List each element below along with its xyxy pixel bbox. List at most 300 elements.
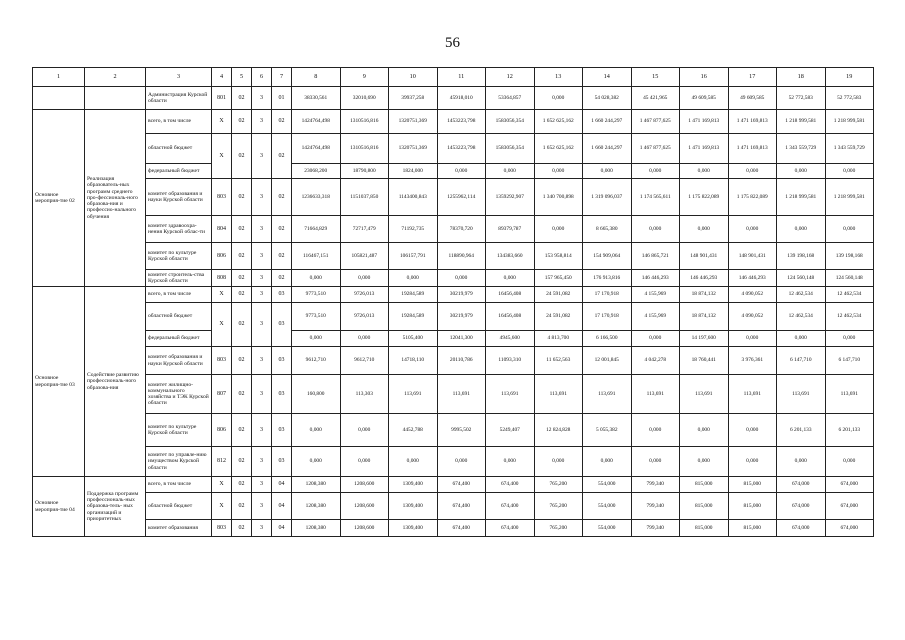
amount-cell: 554,000 xyxy=(583,477,632,493)
amount-cell: 0,000 xyxy=(292,331,341,347)
amount-cell: 674,000 xyxy=(777,477,826,493)
table-row xyxy=(33,477,874,493)
amount-cell: 17 170,918 xyxy=(583,287,632,303)
table-row xyxy=(33,134,874,164)
amount-cell: 1 343 559,729 xyxy=(777,134,826,164)
amount-cell: 1 471 169,813 xyxy=(680,110,729,134)
header-cell: 6 xyxy=(252,68,272,87)
amount-cell: 106157,791 xyxy=(389,243,438,270)
grbs-code-cell: Х xyxy=(212,134,232,179)
amount-cell: 1 218 999,581 xyxy=(825,110,874,134)
subsection-code-cell: 3 xyxy=(252,87,272,110)
amount-cell: 16456,408 xyxy=(486,287,535,303)
amount-cell: 4945,600 xyxy=(486,331,535,347)
table-row xyxy=(33,331,874,347)
executor-cell: комитет здравоохра-нения Курской облас-ти xyxy=(146,216,212,243)
amount-cell: 113,691 xyxy=(631,375,680,414)
amount-cell: 4 090,052 xyxy=(728,303,777,331)
amount-cell: 38330,561 xyxy=(292,87,341,110)
event-code-cell: 03 xyxy=(272,347,292,375)
amount-cell: 9995,502 xyxy=(437,414,486,447)
amount-cell: 0,000 xyxy=(340,414,389,447)
amount-cell: 1309,400 xyxy=(389,493,438,520)
amount-cell: 9726,013 xyxy=(340,287,389,303)
amount-cell: 148 901,431 xyxy=(728,243,777,270)
amount-cell: 113,691 xyxy=(389,375,438,414)
amount-cell: 14718,110 xyxy=(389,347,438,375)
grbs-code-cell: 804 xyxy=(212,216,232,243)
amount-cell: 5249,407 xyxy=(486,414,535,447)
amount-cell: 4 090,052 xyxy=(728,287,777,303)
grbs-code-cell: Х xyxy=(212,303,232,347)
event-code-cell: 02 xyxy=(272,179,292,216)
amount-cell: 0,000 xyxy=(728,331,777,347)
amount-cell: 0,000 xyxy=(389,447,438,477)
header-cell: 9 xyxy=(340,68,389,87)
amount-cell: 674,000 xyxy=(777,493,826,520)
amount-cell: 4452,788 xyxy=(389,414,438,447)
amount-cell: 1359292,907 xyxy=(486,179,535,216)
amount-cell: 1 218 999,581 xyxy=(777,110,826,134)
amount-cell: 9773,510 xyxy=(292,287,341,303)
amount-cell: 139 198,168 xyxy=(777,243,826,270)
amount-cell: 0,000 xyxy=(583,164,632,179)
amount-cell: 24 591,082 xyxy=(534,303,583,331)
event-cell: Основное мероприя-тие 02 xyxy=(33,110,85,287)
amount-cell: 1424764,498 xyxy=(292,110,341,134)
amount-cell: 674,000 xyxy=(825,493,874,520)
amount-cell: 765,200 xyxy=(534,493,583,520)
amount-cell: 1151037,850 xyxy=(340,179,389,216)
table-row xyxy=(33,447,874,477)
amount-cell: 554,000 xyxy=(583,493,632,520)
amount-cell: 160,800 xyxy=(292,375,341,414)
section-code-cell: 02 xyxy=(232,477,252,493)
amount-cell: 71192,735 xyxy=(389,216,438,243)
subsection-code-cell: 3 xyxy=(252,347,272,375)
amount-cell: 0,000 xyxy=(534,447,583,477)
amount-cell: 1 652 625,162 xyxy=(534,110,583,134)
amount-cell: 815,000 xyxy=(680,477,729,493)
amount-cell: 12 824,828 xyxy=(534,414,583,447)
table-row xyxy=(33,243,874,270)
amount-cell: 113,691 xyxy=(728,375,777,414)
amount-cell: 113,691 xyxy=(680,375,729,414)
budget-table xyxy=(32,67,874,537)
amount-cell: 0,000 xyxy=(437,447,486,477)
grbs-code-cell: 806 xyxy=(212,243,232,270)
amount-cell: 1 471 169,813 xyxy=(680,134,729,164)
amount-cell: 799,340 xyxy=(631,520,680,537)
amount-cell: 1310516,816 xyxy=(340,110,389,134)
grbs-code-cell: Х xyxy=(212,477,232,493)
header-cell: 18 xyxy=(777,68,826,87)
amount-cell: 113,691 xyxy=(486,375,535,414)
amount-cell: 1 340 700,898 xyxy=(534,179,583,216)
event-code-cell: 02 xyxy=(272,134,292,179)
header-cell: 5 xyxy=(232,68,252,87)
amount-cell: 674,400 xyxy=(486,493,535,520)
amount-cell: 9773,510 xyxy=(292,303,341,331)
header-cell: 14 xyxy=(583,68,632,87)
table-row xyxy=(33,216,874,243)
executor-cell: комитет по управле-нию имуществом Курской области xyxy=(146,447,212,477)
amount-cell: 72717,479 xyxy=(340,216,389,243)
amount-cell: 105821,487 xyxy=(340,243,389,270)
event-code-cell: 02 xyxy=(272,270,292,287)
section-code-cell: 02 xyxy=(232,134,252,179)
amount-cell: 11 652,563 xyxy=(534,347,583,375)
header-row xyxy=(33,68,874,87)
executor-cell: комитет по культуре Курской области xyxy=(146,243,212,270)
executor-cell: комитет образования xyxy=(146,520,212,537)
section-code-cell: 02 xyxy=(232,414,252,447)
amount-cell: 0,000 xyxy=(825,447,874,477)
amount-cell: 1583056,354 xyxy=(486,110,535,134)
amount-cell: 4 155,969 xyxy=(631,303,680,331)
amount-cell: 146 446,293 xyxy=(728,270,777,287)
table-row xyxy=(33,110,874,134)
event-code-cell: 02 xyxy=(272,110,292,134)
subsection-code-cell: 3 xyxy=(252,216,272,243)
grbs-code-cell: 808 xyxy=(212,270,232,287)
amount-cell: 146 446,293 xyxy=(631,270,680,287)
event-code-cell: 02 xyxy=(272,243,292,270)
amount-cell: 799,340 xyxy=(631,493,680,520)
amount-cell: 1208,600 xyxy=(340,493,389,520)
amount-cell: 1 471 169,813 xyxy=(728,110,777,134)
amount-cell: 674,400 xyxy=(437,477,486,493)
section-code-cell: 02 xyxy=(232,303,252,347)
subsection-code-cell: 3 xyxy=(252,270,272,287)
amount-cell: 0,000 xyxy=(486,164,535,179)
amount-cell: 0,000 xyxy=(680,447,729,477)
event-code-cell: 03 xyxy=(272,287,292,303)
program-name-cell xyxy=(85,87,146,110)
table-row xyxy=(33,414,874,447)
amount-cell: 18 874,132 xyxy=(680,303,729,331)
executor-cell: федеральный бюджет xyxy=(146,164,212,179)
amount-cell: 153 958,814 xyxy=(534,243,583,270)
amount-cell: 18790,800 xyxy=(340,164,389,179)
amount-cell: 39937,258 xyxy=(389,87,438,110)
amount-cell: 0,000 xyxy=(631,164,680,179)
header-cell: 11 xyxy=(437,68,486,87)
amount-cell: 1 467 877,625 xyxy=(631,134,680,164)
amount-cell: 0,000 xyxy=(631,216,680,243)
table-row xyxy=(33,493,874,520)
subsection-code-cell: 3 xyxy=(252,243,272,270)
amount-cell: 1824,000 xyxy=(389,164,438,179)
amount-cell: 12 001,845 xyxy=(583,347,632,375)
table-row xyxy=(33,375,874,414)
amount-cell: 0,000 xyxy=(631,414,680,447)
amount-cell: 0,000 xyxy=(292,414,341,447)
executor-cell: областной бюджет xyxy=(146,493,212,520)
amount-cell: 674,000 xyxy=(825,477,874,493)
table-row xyxy=(33,287,874,303)
executor-cell: комитет жилищно-коммунального хозяйства и ТЭК Курской области xyxy=(146,375,212,414)
amount-cell: 176 913,816 xyxy=(583,270,632,287)
amount-cell: 157 965,450 xyxy=(534,270,583,287)
subsection-code-cell: 3 xyxy=(252,179,272,216)
section-code-cell: 02 xyxy=(232,447,252,477)
amount-cell: 815,000 xyxy=(680,520,729,537)
section-code-cell: 02 xyxy=(232,110,252,134)
subsection-code-cell: 3 xyxy=(252,447,272,477)
amount-cell: 1 218 999,581 xyxy=(825,179,874,216)
table-row xyxy=(33,347,874,375)
amount-cell: 4 813,700 xyxy=(534,331,583,347)
amount-cell: 765,200 xyxy=(534,477,583,493)
amount-cell: 20110,786 xyxy=(437,347,486,375)
amount-cell: 1 652 625,162 xyxy=(534,134,583,164)
amount-cell: 0,000 xyxy=(340,447,389,477)
amount-cell: 1453223,798 xyxy=(437,134,486,164)
amount-cell: 0,000 xyxy=(437,270,486,287)
amount-cell: 9612,710 xyxy=(340,347,389,375)
header-cell: 12 xyxy=(486,68,535,87)
event-cell: Основное мероприя-тие 04 xyxy=(33,477,85,537)
amount-cell: 1320751,369 xyxy=(389,110,438,134)
header-cell: 13 xyxy=(534,68,583,87)
executor-cell: комитет по культуре Курской области xyxy=(146,414,212,447)
section-code-cell: 02 xyxy=(232,493,252,520)
table-row xyxy=(33,87,874,110)
amount-cell: 0,000 xyxy=(777,164,826,179)
subsection-code-cell: 3 xyxy=(252,493,272,520)
amount-cell: 1 175 822,089 xyxy=(728,179,777,216)
amount-cell: 8 665,380 xyxy=(583,216,632,243)
amount-cell: 11093,310 xyxy=(486,347,535,375)
amount-cell: 134383,660 xyxy=(486,243,535,270)
header-cell: 16 xyxy=(680,68,729,87)
executor-cell: федеральный бюджет xyxy=(146,331,212,347)
table-row xyxy=(33,179,874,216)
amount-cell: 0,000 xyxy=(680,216,729,243)
amount-cell: 45918,010 xyxy=(437,87,486,110)
section-code-cell: 02 xyxy=(232,243,252,270)
header-cell: 17 xyxy=(728,68,777,87)
program-name-cell: Содействие развитию профессиональ-ного образова-ния xyxy=(85,287,146,477)
amount-cell: 5 055,382 xyxy=(583,414,632,447)
amount-cell: 139 198,168 xyxy=(825,243,874,270)
subsection-code-cell: 3 xyxy=(252,375,272,414)
amount-cell: 1309,400 xyxy=(389,477,438,493)
amount-cell: 12 462,534 xyxy=(777,287,826,303)
executor-cell: комитет образования и науки Курской области xyxy=(146,347,212,375)
amount-cell: 1 218 999,581 xyxy=(777,179,826,216)
event-code-cell: 03 xyxy=(272,414,292,447)
subsection-code-cell: 3 xyxy=(252,303,272,347)
amount-cell: 1 319 096,037 xyxy=(583,179,632,216)
event-cell xyxy=(33,87,85,110)
amount-cell: 113,303 xyxy=(340,375,389,414)
amount-cell: 815,000 xyxy=(680,493,729,520)
amount-cell: 674,000 xyxy=(825,520,874,537)
grbs-code-cell: Х xyxy=(212,110,232,134)
amount-cell: 19284,589 xyxy=(389,303,438,331)
amount-cell: 1143400,843 xyxy=(389,179,438,216)
executor-cell: всего, в том числе xyxy=(146,287,212,303)
grbs-code-cell: 803 xyxy=(212,179,232,216)
amount-cell: 12 462,534 xyxy=(825,287,874,303)
amount-cell: 24 591,082 xyxy=(534,287,583,303)
header-cell: 7 xyxy=(272,68,292,87)
header-cell: 8 xyxy=(292,68,341,87)
amount-cell: 4 155,969 xyxy=(631,287,680,303)
amount-cell: 815,000 xyxy=(728,493,777,520)
subsection-code-cell: 3 xyxy=(252,287,272,303)
executor-cell: областной бюджет xyxy=(146,303,212,331)
amount-cell: 0,000 xyxy=(534,164,583,179)
amount-cell: 18 760,441 xyxy=(680,347,729,375)
amount-cell: 12 462,534 xyxy=(777,303,826,331)
amount-cell: 45 421,965 xyxy=(631,87,680,110)
amount-cell: 674,400 xyxy=(486,520,535,537)
table-row xyxy=(33,303,874,331)
amount-cell: 78370,720 xyxy=(437,216,486,243)
amount-cell: 815,000 xyxy=(728,520,777,537)
amount-cell: 1 660 244,297 xyxy=(583,110,632,134)
subsection-code-cell: 3 xyxy=(252,520,272,537)
amount-cell: 113,691 xyxy=(825,375,874,414)
amount-cell: 17 170,918 xyxy=(583,303,632,331)
table-body xyxy=(33,87,874,537)
amount-cell: 1236633,318 xyxy=(292,179,341,216)
amount-cell: 0,000 xyxy=(340,331,389,347)
event-code-cell: 04 xyxy=(272,520,292,537)
amount-cell: 14 197,600 xyxy=(680,331,729,347)
amount-cell: 23068,200 xyxy=(292,164,341,179)
amount-cell: 9726,013 xyxy=(340,303,389,331)
amount-cell: 113,691 xyxy=(534,375,583,414)
amount-cell: 124 560,148 xyxy=(825,270,874,287)
grbs-code-cell: 807 xyxy=(212,375,232,414)
amount-cell: 0,000 xyxy=(292,447,341,477)
amount-cell: 0,000 xyxy=(534,87,583,110)
event-code-cell: 03 xyxy=(272,447,292,477)
amount-cell: 1 343 559,729 xyxy=(825,134,874,164)
amount-cell: 1 471 169,813 xyxy=(728,134,777,164)
amount-cell: 118890,964 xyxy=(437,243,486,270)
amount-cell: 113,691 xyxy=(583,375,632,414)
section-code-cell: 02 xyxy=(232,87,252,110)
amount-cell: 0,000 xyxy=(534,216,583,243)
amount-cell: 1309,400 xyxy=(389,520,438,537)
amount-cell: 1208,380 xyxy=(292,520,341,537)
amount-cell: 1208,600 xyxy=(340,477,389,493)
amount-cell: 1208,380 xyxy=(292,477,341,493)
amount-cell: 1583056,354 xyxy=(486,134,535,164)
amount-cell: 113,691 xyxy=(777,375,826,414)
page-number: 56 xyxy=(445,35,460,51)
amount-cell: 5105,400 xyxy=(389,331,438,347)
amount-cell: 0,000 xyxy=(631,447,680,477)
amount-cell: 4 042,278 xyxy=(631,347,680,375)
subsection-code-cell: 3 xyxy=(252,414,272,447)
amount-cell: 146 865,721 xyxy=(631,243,680,270)
amount-cell: 0,000 xyxy=(340,270,389,287)
event-code-cell: 03 xyxy=(272,303,292,347)
executor-cell: комитет образования и науки Курской области xyxy=(146,179,212,216)
grbs-code-cell: 801 xyxy=(212,87,232,110)
amount-cell: 0,000 xyxy=(777,331,826,347)
amount-cell: 3 976,361 xyxy=(728,347,777,375)
grbs-code-cell: Х xyxy=(212,287,232,303)
header-cell: 19 xyxy=(825,68,874,87)
section-code-cell: 02 xyxy=(232,179,252,216)
table-row xyxy=(33,520,874,537)
executor-cell: комитет строитель-ства Курской области xyxy=(146,270,212,287)
header-cell: 15 xyxy=(631,68,680,87)
program-name-cell: Поддержка программ профессиональ-ных образова-тель- ных организаций и приоритетных xyxy=(85,477,146,537)
section-code-cell: 02 xyxy=(232,287,252,303)
amount-cell: 1208,380 xyxy=(292,493,341,520)
amount-cell: 765,200 xyxy=(534,520,583,537)
amount-cell: 0,000 xyxy=(777,216,826,243)
amount-cell: 0,000 xyxy=(583,447,632,477)
amount-cell: 0,000 xyxy=(680,414,729,447)
section-code-cell: 02 xyxy=(232,520,252,537)
amount-cell: 0,000 xyxy=(825,216,874,243)
amount-cell: 1 660 244,297 xyxy=(583,134,632,164)
amount-cell: 6 201,133 xyxy=(777,414,826,447)
amount-cell: 124 560,148 xyxy=(777,270,826,287)
amount-cell: 6 147,710 xyxy=(777,347,826,375)
amount-cell: 1 467 877,625 xyxy=(631,110,680,134)
amount-cell: 49 609,585 xyxy=(728,87,777,110)
amount-cell: 554,000 xyxy=(583,520,632,537)
amount-cell: 54 028,382 xyxy=(583,87,632,110)
header-cell: 1 xyxy=(33,68,85,87)
amount-cell: 0,000 xyxy=(728,216,777,243)
amount-cell: 1 175 822,089 xyxy=(680,179,729,216)
amount-cell: 0,000 xyxy=(389,270,438,287)
amount-cell: 674,400 xyxy=(486,477,535,493)
amount-cell: 0,000 xyxy=(631,331,680,347)
header-cell: 10 xyxy=(389,68,438,87)
event-code-cell: 04 xyxy=(272,493,292,520)
amount-cell: 0,000 xyxy=(486,447,535,477)
section-code-cell: 02 xyxy=(232,347,252,375)
amount-cell: 148 901,431 xyxy=(680,243,729,270)
amount-cell: 89379,787 xyxy=(486,216,535,243)
amount-cell: 16456,408 xyxy=(486,303,535,331)
header-cell: 3 xyxy=(146,68,212,87)
amount-cell: 674,400 xyxy=(437,493,486,520)
event-code-cell: 02 xyxy=(272,216,292,243)
event-code-cell: 03 xyxy=(272,375,292,414)
amount-cell: 71664,829 xyxy=(292,216,341,243)
amount-cell: 1 174 565,611 xyxy=(631,179,680,216)
amount-cell: 12041,300 xyxy=(437,331,486,347)
amount-cell: 52 772,583 xyxy=(825,87,874,110)
amount-cell: 154 909,064 xyxy=(583,243,632,270)
amount-cell: 799,340 xyxy=(631,477,680,493)
subsection-code-cell: 3 xyxy=(252,110,272,134)
event-code-cell: 04 xyxy=(272,477,292,493)
amount-cell: 6 147,710 xyxy=(825,347,874,375)
amount-cell: 674,000 xyxy=(777,520,826,537)
amount-cell: 18 874,132 xyxy=(680,287,729,303)
header-cell: 4 xyxy=(212,68,232,87)
amount-cell: 815,000 xyxy=(728,477,777,493)
header-cell: 2 xyxy=(85,68,146,87)
amount-cell: 0,000 xyxy=(777,447,826,477)
amount-cell: 1255962,114 xyxy=(437,179,486,216)
amount-cell: 0,000 xyxy=(680,164,729,179)
